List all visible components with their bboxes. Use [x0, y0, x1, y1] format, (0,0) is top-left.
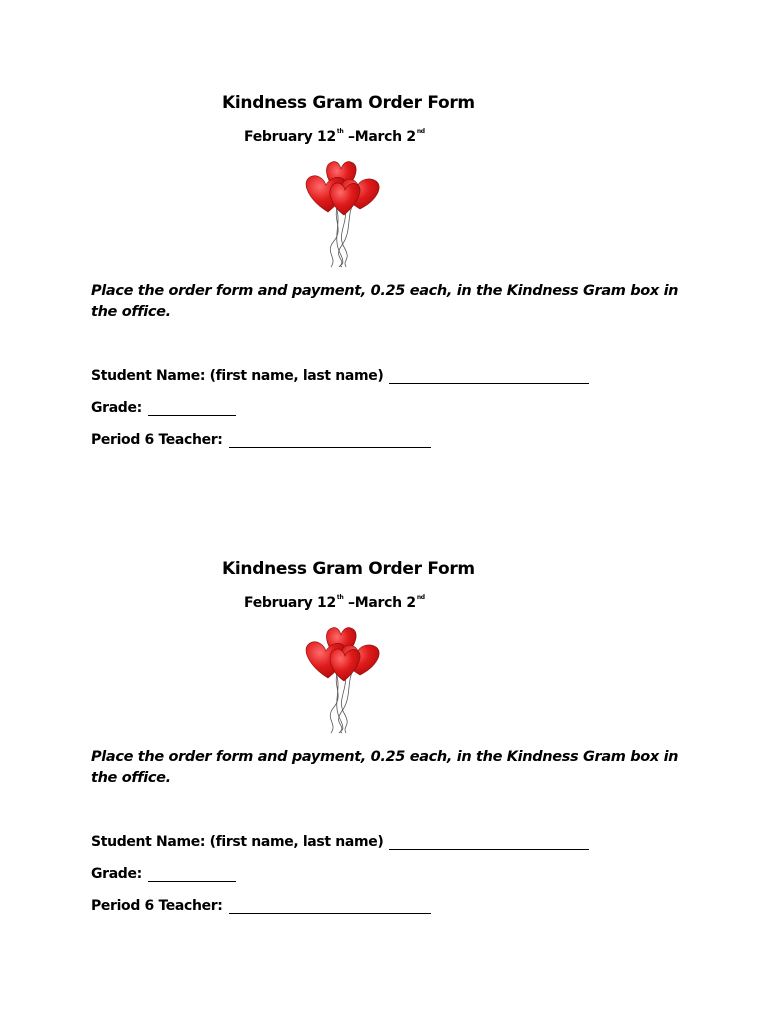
form-dates [244, 129, 425, 145]
teacher-label: Period 6 Teacher: [91, 898, 223, 914]
form-title: Kindness Gram Order Form [222, 93, 475, 113]
grade-label: Grade: [91, 400, 142, 416]
form-dates [244, 595, 425, 611]
grade-field [91, 866, 236, 882]
grade-blank[interactable] [148, 867, 236, 882]
end-date: March 2 [354, 129, 416, 145]
heart-balloons-icon [298, 623, 388, 735]
end-date-suffix: nd [416, 128, 425, 135]
student-name-label: Student Name: (first name, last name) [91, 834, 384, 850]
teacher-blank[interactable] [229, 899, 431, 914]
start-date-suffix: th [336, 128, 344, 135]
order-form-1 [0, 0, 770, 470]
end-date-suffix: nd [416, 594, 425, 601]
date-separator: – [343, 595, 355, 611]
form-title: Kindness Gram Order Form [222, 559, 475, 579]
instructions-text: Place the order form and payment, 0.25 each, in the Kindness Gram box in the office. [91, 283, 679, 320]
teacher-field [91, 898, 431, 914]
end-date: March 2 [354, 595, 416, 611]
order-form-2 [0, 466, 770, 936]
student-name-label: Student Name: (first name, last name) [91, 368, 384, 384]
grade-field [91, 400, 236, 416]
grade-label: Grade: [91, 866, 142, 882]
student-name-field [91, 834, 589, 850]
start-date: February 12 [244, 129, 336, 145]
heart-balloons-icon [298, 157, 388, 269]
teacher-blank[interactable] [229, 433, 431, 448]
start-date-suffix: th [336, 594, 344, 601]
date-separator: – [343, 129, 355, 145]
instructions-text: Place the order form and payment, 0.25 each, in the Kindness Gram box in the office. [91, 749, 679, 786]
teacher-field [91, 432, 431, 448]
grade-blank[interactable] [148, 401, 236, 416]
student-name-field [91, 368, 589, 384]
teacher-label: Period 6 Teacher: [91, 432, 223, 448]
student-name-blank[interactable] [389, 369, 589, 384]
start-date: February 12 [244, 595, 336, 611]
student-name-blank[interactable] [389, 835, 589, 850]
